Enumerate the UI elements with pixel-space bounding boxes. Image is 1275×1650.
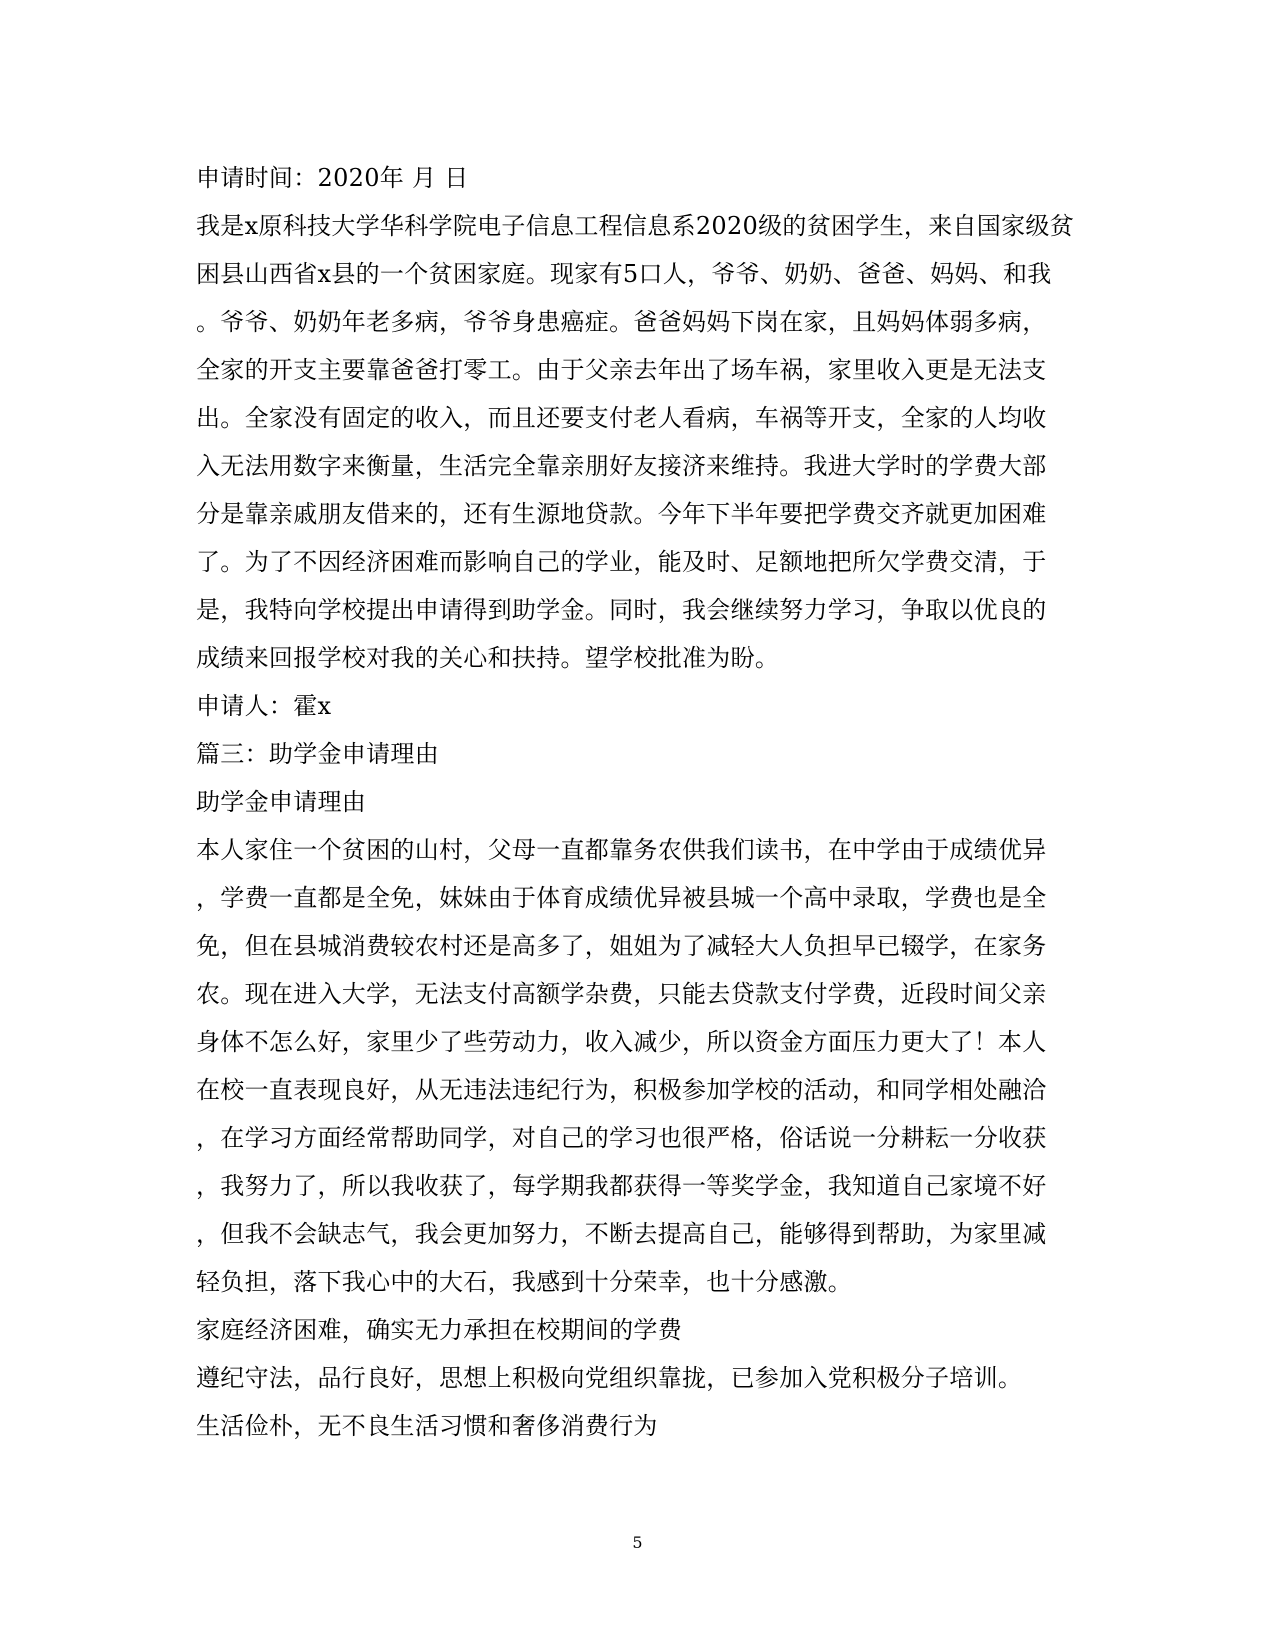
body-line: ，在学习方面经常帮助同学，对自己的学习也很严格，俗话说一分耕耘一分收获 — [196, 1124, 1047, 1152]
body-line: ，我努力了，所以我收获了，每学期我都获得一等奖学金，我知道自己家境不好 — [196, 1172, 1047, 1200]
body-line: 在校一直表现良好，从无违法违纪行为，积极参加学校的活动，和同学相处融洽 — [196, 1076, 1047, 1104]
body-line: 是，我特向学校提出申请得到助学金。同时，我会继续努力学习，争取以优良的 — [196, 596, 1047, 624]
body-line: 轻负担，落下我心中的大石，我感到十分荣幸，也十分感激。 — [196, 1268, 853, 1296]
body-line: ，但我不会缺志气，我会更加努力，不断去提高自己，能够得到帮助，为家里减 — [196, 1220, 1047, 1248]
body-line: 全家的开支主要靠爸爸打零工。由于父亲去年出了场车祸，家里收入更是无法支 — [196, 356, 1047, 384]
body-line: 入无法用数字来衡量，生活完全靠亲朋好友接济来维持。我进大学时的学费大部 — [196, 452, 1047, 480]
reason-line: 生活俭朴，无不良生活习惯和奢侈消费行为 — [196, 1412, 658, 1440]
body-line: 出。全家没有固定的收入，而且还要支付老人看病，车祸等开支，全家的人均收 — [196, 404, 1047, 432]
body-line: 身体不怎么好，家里少了些劳动力，收入减少，所以资金方面压力更大了！本人 — [196, 1028, 1047, 1056]
body-line: 分是靠亲戚朋友借来的，还有生源地贷款。今年下半年要把学费交齐就更加困难 — [196, 500, 1047, 528]
body-line: 我是x原科技大学华科学院电子信息工程信息系2020级的贫困学生，来自国家级贫 — [196, 212, 1075, 240]
page-number: 5 — [632, 1533, 643, 1552]
reason-line: 遵纪守法，品行良好，思想上积极向党组织靠拢，已参加入党积极分子培训。 — [196, 1364, 1023, 1392]
body-line: 。爷爷、奶奶年老多病，爷爷身患癌症。爸爸妈妈下岗在家，且妈妈体弱多病， — [196, 308, 1047, 336]
application-date: 申请时间：2020年 月 日 — [196, 164, 469, 192]
applicant-signature: 申请人：霍x — [196, 692, 332, 720]
document-body — [196, 154, 1086, 1450]
body-line: 本人家住一个贫困的山村，父母一直都靠务农供我们读书，在中学由于成绩优异 — [196, 836, 1047, 864]
body-line: 困县山西省x县的一个贫困家庭。现家有5口人，爷爷、奶奶、爸爸、妈妈、和我 — [196, 260, 1052, 288]
body-line: ，学费一直都是全免，妹妹由于体育成绩优异被县城一个高中录取，学费也是全 — [196, 884, 1047, 912]
body-line: 农。现在进入大学，无法支付高额学杂费，只能去贷款支付学费，近段时间父亲 — [196, 980, 1047, 1008]
body-line: 成绩来回报学校对我的关心和扶持。望学校批准为盼。 — [196, 644, 780, 672]
section-heading: 篇三：助学金申请理由 — [196, 740, 439, 768]
body-line: 了。为了不因经济困难而影响自己的学业，能及时、足额地把所欠学费交清，于 — [196, 548, 1047, 576]
section-title: 助学金申请理由 — [196, 788, 367, 816]
reason-line: 家庭经济困难，确实无力承担在校期间的学费 — [196, 1316, 682, 1344]
body-line: 免，但在县城消费较农村还是高多了，姐姐为了减轻大人负担早已辍学，在家务 — [196, 932, 1047, 960]
